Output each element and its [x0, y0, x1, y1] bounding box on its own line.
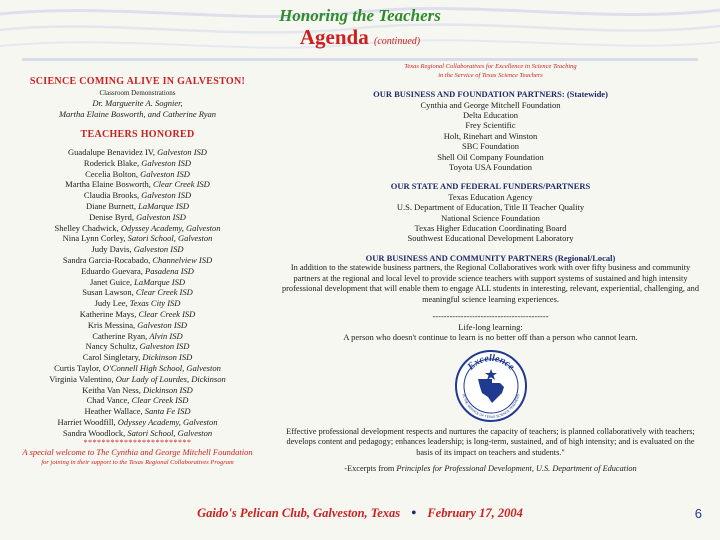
- agenda-label: Agenda: [299, 25, 369, 49]
- teacher-name: Sandra Garcia-Rocabado,: [62, 254, 151, 265]
- teacher-name: Janet Guice,: [89, 276, 132, 287]
- teacher-item: [10, 287, 265, 298]
- header-divider: [22, 58, 698, 61]
- teacher-name: Martha Elaine Bosworth,: [65, 179, 151, 190]
- business-partner-item: Delta Education: [463, 109, 518, 120]
- teacher-name: Kris Messina,: [87, 319, 136, 330]
- teacher-item: [10, 298, 265, 309]
- teacher-school: Galveston ISD: [136, 211, 186, 222]
- excerpt-source: Principles for Professional Development, U.S. Department of Education: [396, 464, 637, 474]
- teacher-list: [10, 147, 265, 439]
- teacher-name: Katherine Mays,: [79, 308, 137, 319]
- business-partner-item: Toyota USA Foundation: [449, 161, 532, 172]
- teacher-school: Dickinson ISD: [142, 352, 193, 363]
- excerpt-citation: [278, 464, 703, 475]
- excerpt-prefix: -Excerpts from: [344, 464, 395, 474]
- teacher-item: [10, 374, 265, 385]
- teacher-item: [10, 266, 265, 277]
- special-welcome-sub: for joining in their support to the Texas Regional Collaboratives Program: [41, 458, 234, 466]
- teacher-name: Keitha Van Ness,: [82, 384, 141, 395]
- teacher-name: Curtis Taylor,: [54, 362, 101, 373]
- special-welcome: A special welcome to The Cynthia and George Mitchell Foundation: [22, 446, 253, 457]
- teacher-item: [10, 244, 265, 255]
- teacher-school: O'Connell High School, Galveston: [102, 362, 221, 373]
- teacher-item: [10, 233, 265, 244]
- teacher-item: [10, 147, 265, 158]
- teacher-school: Pasadena ISD: [145, 265, 194, 276]
- community-partners-heading: OUR BUSINESS AND COMMUNITY PARTNERS (Regional/Local): [365, 252, 616, 263]
- teacher-name: Guadalupe Benavidez IV,: [68, 147, 155, 157]
- teacher-item: [10, 406, 265, 417]
- science-heading: SCIENCE COMING ALIVE IN GALVESTON!: [29, 76, 246, 87]
- right-column: [278, 62, 703, 475]
- teacher-name: Judy Davis,: [91, 244, 132, 255]
- footer-bullet: •: [411, 506, 417, 521]
- lifelong-label: Life-long learning:: [458, 321, 523, 332]
- teacher-name: Sandra Woodlock,: [62, 427, 126, 438]
- teacher-school: Alvin ISD: [149, 330, 183, 341]
- teacher-name: Nina Lynn Corley,: [62, 233, 126, 244]
- teacher-school: LaMarque ISD: [134, 276, 186, 287]
- teacher-school: Clear Creek ISD: [131, 395, 189, 406]
- footer: [0, 506, 720, 522]
- teacher-school: Odyssey Academy, Galveston: [117, 416, 218, 427]
- teacher-item: [10, 158, 265, 169]
- spacer: [278, 172, 703, 181]
- teacher-name: Chad Vance,: [86, 395, 130, 406]
- teacher-school: Channelview ISD: [152, 254, 213, 265]
- teacher-item: [10, 417, 265, 428]
- seal-top-text: Excellence: [465, 352, 517, 373]
- teacher-name: Denise Byrd,: [89, 211, 134, 222]
- funder-item: Southwest Educational Development Laboratory: [407, 233, 574, 244]
- seal-bottom-text: IN THE SERVICE OF TEXAS SCIENCE TEACHERS: [461, 393, 520, 419]
- teacher-name: Virginia Valentino,: [49, 373, 114, 384]
- teacher-item: [10, 277, 265, 288]
- teacher-school: Santa Fe ISD: [144, 406, 191, 417]
- teacher-name: Shelley Chadwick,: [54, 222, 119, 233]
- pd-quote: Effective professional development respects and nurtures the capacity of teachers; is planned collaboratively with teachers; develops content and pedagogy; enhances leadership; is long-term, sustained, and of high intensity; and is evaluated on the basis of its impact on teachers and students.": [286, 426, 695, 457]
- funder-item: Texas Education Agency: [448, 191, 533, 202]
- teacher-school: Dickinson ISD: [142, 384, 193, 395]
- business-partner-item: Frey Scientific: [465, 120, 516, 131]
- teacher-item: [10, 212, 265, 223]
- teacher-name: Diane Burnett,: [85, 200, 136, 211]
- teacher-school: Clear Creek ISD: [135, 287, 193, 298]
- presenters-line-1: Dr. Marguerite A. Sognier,: [92, 98, 183, 108]
- presenters-line-2: Martha Elaine Bosworth, and Catherine Ryan: [58, 109, 217, 119]
- teacher-school: Our Lady of Lourdes, Dickinson: [115, 373, 226, 384]
- page-number: 6: [694, 506, 702, 521]
- teacher-school: Galveston ISD: [157, 147, 207, 157]
- teacher-school: Odyssey Academy, Galveston: [120, 222, 221, 233]
- spacer: [278, 244, 703, 253]
- spacer: [278, 80, 703, 89]
- org-line-1: Texas Regional Collaboratives for Excellence in Science Teaching: [404, 63, 577, 70]
- teacher-item: [10, 428, 265, 439]
- excellence-seal-logo: [454, 349, 528, 423]
- presenters-label: Classroom Demonstrations: [99, 89, 176, 97]
- teacher-school: Galveston ISD: [139, 341, 190, 352]
- teacher-item: [10, 255, 265, 266]
- spacer: [10, 120, 265, 129]
- dashed-divider: -----------------------------------------: [432, 311, 549, 322]
- footer-venue: Gaido's Pelican Club, Galveston, Texas: [197, 506, 401, 520]
- teacher-name: Judy Lee,: [94, 298, 128, 309]
- teacher-school: Galveston ISD: [140, 168, 190, 179]
- business-partner-item: Shell Oil Company Foundation: [437, 151, 544, 162]
- teacher-item: [10, 331, 265, 342]
- teacher-item: [10, 320, 265, 331]
- teacher-school: Satori School, Galveston: [127, 233, 213, 244]
- left-column: [10, 76, 265, 468]
- continued-note: (continued): [374, 36, 421, 47]
- footer-date: February 17, 2004: [427, 506, 523, 520]
- teacher-school: Galveston ISD: [137, 319, 188, 330]
- teacher-school: Galveston ISD: [141, 190, 192, 201]
- teacher-school: Texas City ISD: [129, 298, 181, 309]
- page-title: Honoring the Teachers: [279, 6, 441, 25]
- teacher-school: LaMarque ISD: [138, 200, 190, 211]
- teacher-item: [10, 352, 265, 363]
- teacher-item: [10, 201, 265, 212]
- teacher-school: Galveston ISD: [133, 244, 184, 255]
- business-partner-item: Holt, Rinehart and Winston: [443, 130, 538, 141]
- business-partner-item: SBC Foundation: [462, 141, 519, 152]
- lifelong-quote: A person who doesn't continue to learn is no better off than a person who cannot learn.: [343, 332, 638, 343]
- teacher-name: Catherine Ryan,: [92, 330, 148, 341]
- teacher-name: Nancy Schultz,: [85, 341, 138, 352]
- teacher-name: Claudia Brooks,: [83, 190, 140, 201]
- community-paragraph: In addition to the statewide business partners, the Regional Collaboratives work with over fifty business and community partners at the regional and local level to provide science teachers with support systems of sustained and high intensity professional development that will enable them to engage ALL students in interesting, relevant, experiential, challenging, and meaningful science learning experiences.: [282, 263, 699, 304]
- teacher-item: [10, 309, 265, 320]
- funder-item: Texas Higher Education Coordinating Board: [414, 223, 567, 234]
- teacher-item: [10, 395, 265, 406]
- org-line-2: in the Service of Texas Science Teachers: [438, 72, 543, 79]
- funders-list: [278, 192, 703, 244]
- teacher-item: [10, 190, 265, 201]
- teacher-name: Carol Singletary,: [82, 352, 141, 363]
- teacher-item: [10, 385, 265, 396]
- teacher-school: Clear Creek ISD: [138, 308, 196, 319]
- teacher-name: Roderick Blake,: [83, 157, 140, 168]
- agenda-title: [0, 26, 720, 53]
- teacher-name: Eduardo Guevara,: [81, 265, 143, 276]
- teacher-item: [10, 179, 265, 190]
- teacher-school: Galveston ISD: [141, 157, 192, 168]
- teacher-school: Satori School, Galveston: [127, 427, 213, 438]
- teacher-name: Cecelia Bolton,: [85, 168, 138, 179]
- page-header: [0, 6, 720, 53]
- business-partners-list: [278, 100, 703, 173]
- teacher-item: [10, 341, 265, 352]
- funders-heading: OUR STATE AND FEDERAL FUNDERS/PARTNERS: [390, 181, 591, 192]
- funder-item: U.S. Department of Education, Title II Teacher Quality: [396, 202, 585, 213]
- teacher-school: Clear Creek ISD: [153, 179, 210, 190]
- teacher-item: [10, 363, 265, 374]
- funder-item: National Science Foundation: [441, 212, 540, 223]
- teacher-name: Susan Lawson,: [82, 287, 134, 298]
- star-divider: ************************: [83, 437, 192, 447]
- teacher-item: [10, 169, 265, 180]
- teachers-honored-heading: TEACHERS HONORED: [80, 129, 195, 140]
- teacher-name: Harriet Woodfill,: [57, 416, 116, 427]
- business-partner-item: Cynthia and George Mitchell Foundation: [420, 99, 561, 110]
- teacher-name: Heather Wallace,: [84, 406, 143, 417]
- teacher-item: [10, 223, 265, 234]
- business-partners-heading: OUR BUSINESS AND FOUNDATION PARTNERS: (Statewide): [373, 89, 608, 99]
